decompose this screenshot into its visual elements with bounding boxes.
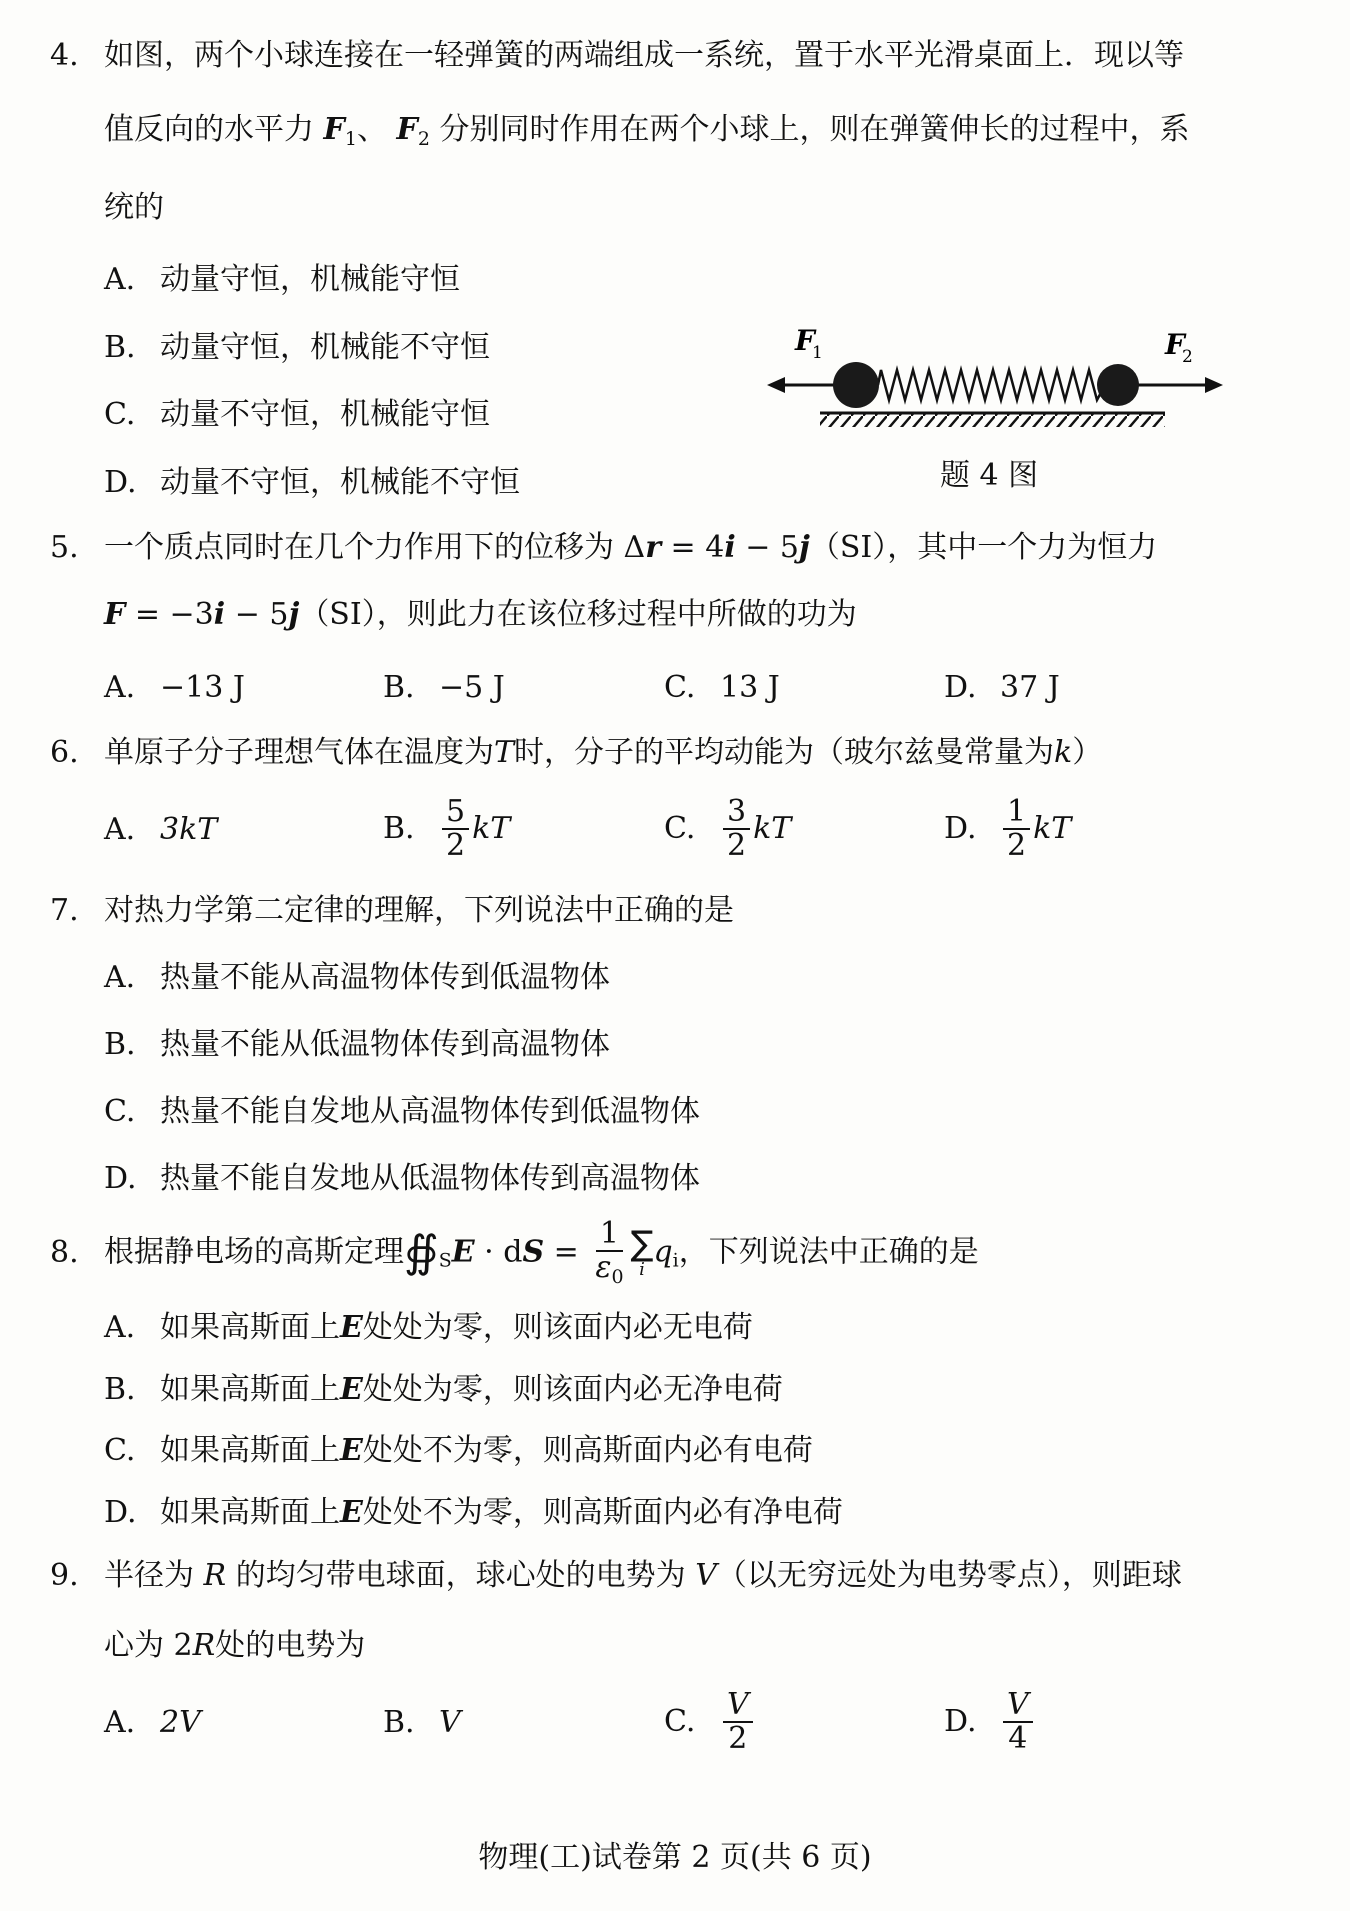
q7-question — [50, 893, 734, 929]
f2-label: F — [1165, 328, 1185, 361]
option-fraction — [442, 796, 469, 861]
q9-option-b[interactable] — [383, 1705, 461, 1740]
option-text: 动量不守恒，机械能守恒 — [160, 397, 490, 432]
fraction-denominator: 2 — [728, 1720, 748, 1756]
option-label: A. — [104, 670, 136, 705]
q4-f2-sub: 2 — [417, 128, 430, 150]
option-e-field: E — [340, 1372, 363, 1407]
q5-text-2c: （SI），则此力在该位移过程中所做的功为 — [299, 597, 857, 632]
option-text: 37 J — [1000, 670, 1060, 705]
q9-option-d[interactable] — [944, 1689, 1036, 1754]
option-e-field: E — [340, 1495, 363, 1530]
q5-text-1b: = 4 — [661, 530, 725, 565]
q5-j-vector-2: j — [288, 597, 300, 632]
q4-option-b[interactable] — [104, 330, 490, 366]
option-text-a: 如果高斯面上 — [160, 1495, 340, 1530]
q4-option-a[interactable] — [104, 262, 460, 298]
option-label: D. — [944, 670, 977, 705]
q9-potential-symbol: V — [695, 1558, 717, 1593]
q9-text-2a: 心为 2 — [104, 1628, 193, 1663]
integral-subscript: S — [438, 1249, 452, 1272]
epsilon-symbol: ε — [595, 1249, 612, 1285]
epsilon-subscript: 0 — [611, 1265, 624, 1288]
q5-option-d[interactable] — [944, 670, 1060, 705]
q8-option-b[interactable] — [104, 1372, 783, 1408]
f1-label-sub: 1 — [812, 343, 823, 363]
option-text: 13 J — [720, 670, 780, 705]
q8-option-d[interactable] — [104, 1495, 843, 1531]
q4-text-1: 如图，两个小球连接在一轻弹簧的两端组成一系统，置于水平光滑桌面上．现以等 — [104, 38, 1184, 73]
q6-option-d[interactable] — [944, 796, 1071, 861]
q6-k-symbol: k — [1054, 735, 1073, 770]
q8-question — [50, 1218, 979, 1287]
q7-number: 7. — [50, 893, 79, 928]
q6-option-c[interactable] — [664, 796, 791, 861]
q9-option-c[interactable] — [664, 1689, 756, 1754]
q4-line2 — [104, 112, 1189, 151]
q8-sum — [630, 1223, 654, 1280]
q4-f1-symbol: F — [323, 112, 345, 147]
q4-text-2b: 分别同时作用在两个小球上，则在弹簧伸长的过程中，系 — [439, 112, 1190, 147]
q5-text-1c: − 5 — [735, 530, 800, 565]
option-label: C. — [104, 397, 136, 432]
q5-text-1d: （SI），其中一个力为恒力 — [809, 530, 1158, 565]
option-label: D. — [104, 1161, 137, 1196]
q7-option-c[interactable] — [104, 1094, 700, 1130]
fraction-denominator: 2 — [1007, 827, 1027, 863]
q5-text-1a: 一个质点同时在几个力作用下的位移为 Δ — [104, 530, 646, 565]
f2-label-sub: 2 — [1182, 347, 1193, 367]
q4-option-c[interactable] — [104, 397, 490, 433]
option-fraction — [1003, 1689, 1033, 1754]
option-fraction — [1003, 796, 1030, 861]
q4-figure-caption: 题 4 图 — [940, 458, 1039, 493]
option-label: B. — [104, 1027, 136, 1062]
sum-symbol: ∑ — [630, 1223, 654, 1264]
option-text: 热量不能从高温物体传到低温物体 — [160, 960, 610, 995]
option-text-a: 如果高斯面上 — [160, 1433, 340, 1468]
option-text-a: 如果高斯面上 — [160, 1372, 340, 1407]
option-label: C. — [664, 1704, 696, 1739]
q6-question — [50, 735, 1102, 771]
q8-text-a: 根据静电场的高斯定理 — [104, 1234, 404, 1270]
option-e-field: E — [340, 1433, 363, 1468]
q5-option-a[interactable] — [104, 670, 245, 705]
option-text-b: 处处不为零，则高斯面内必有电荷 — [362, 1433, 813, 1468]
option-label: A. — [104, 812, 136, 847]
q5-option-b[interactable] — [383, 670, 505, 705]
option-label: C. — [664, 670, 696, 705]
option-text: −13 J — [160, 670, 245, 705]
q6-text-b: 时，分子的平均动能为（玻尔兹曼常量为 — [514, 735, 1055, 770]
q4-line3: 统的 — [104, 190, 164, 225]
q5-option-c[interactable] — [664, 670, 780, 705]
fraction-numerator: 3 — [723, 796, 750, 830]
q8-option-c[interactable] — [104, 1433, 813, 1469]
q8-number: 8. — [50, 1234, 79, 1270]
fraction-denominator: 2 — [727, 827, 747, 863]
option-e-field: E — [340, 1310, 363, 1345]
q5-text-2a: = −3 — [125, 597, 214, 632]
q5-line2 — [104, 597, 857, 633]
q7-option-a[interactable] — [104, 960, 610, 996]
q4-line1 — [50, 38, 1184, 74]
option-label: A. — [104, 262, 136, 297]
surface-integral-symbol: ∯ — [404, 1226, 439, 1278]
q4-text-2a: 值反向的水平力 — [104, 112, 314, 147]
option-expr: 3kT — [160, 812, 218, 847]
q6-text-a: 单原子分子理想气体在温度为 — [104, 735, 494, 770]
f1-arrowhead — [767, 377, 785, 393]
option-label: B. — [383, 670, 415, 705]
q8-equals: = — [544, 1234, 589, 1270]
q5-i-vector-2: i — [213, 597, 226, 632]
option-label: B. — [383, 1705, 415, 1740]
option-suffix: kT — [753, 811, 792, 846]
option-label: D. — [944, 811, 977, 846]
option-fraction — [723, 796, 750, 861]
q6-number: 6. — [50, 735, 79, 770]
q9-radius-symbol-2: R — [192, 1628, 216, 1663]
q4-f2-symbol: F — [396, 112, 418, 147]
ground-hatch — [820, 413, 1165, 427]
fraction-numerator: 5 — [442, 796, 469, 830]
q7-option-b[interactable] — [104, 1027, 610, 1063]
q9-line2 — [104, 1628, 365, 1664]
option-text: 动量守恒，机械能不守恒 — [160, 330, 490, 365]
f2-arrowhead — [1205, 377, 1223, 393]
option-label: D. — [104, 1495, 137, 1530]
q8-charge: q — [653, 1234, 673, 1270]
q9-text-2b: 处的电势为 — [215, 1628, 366, 1663]
q5-i-vector: i — [724, 530, 736, 565]
option-text: 动量守恒，机械能守恒 — [160, 262, 460, 297]
q5-line1 — [50, 530, 1157, 566]
q5-number: 5. — [50, 530, 79, 565]
sum-index: i — [639, 1258, 645, 1280]
option-suffix: kT — [472, 811, 511, 846]
option-fraction — [723, 1689, 753, 1754]
q7-text: 对热力学第二定律的理解，下列说法中正确的是 — [104, 893, 734, 928]
option-label: A. — [104, 1705, 136, 1740]
q8-charge-sub: i — [672, 1249, 679, 1272]
option-expr: 2V — [160, 1705, 201, 1740]
q9-radius-symbol: R — [203, 1558, 227, 1593]
q4-figure — [755, 318, 1235, 438]
q8-option-a[interactable] — [104, 1310, 753, 1346]
option-label: C. — [664, 811, 696, 846]
q9-option-a[interactable] — [104, 1705, 201, 1740]
option-label: D. — [944, 1704, 977, 1739]
option-text: −5 J — [439, 670, 505, 705]
option-label: C. — [104, 1094, 136, 1129]
option-label: D. — [104, 465, 137, 500]
q9-text-1c: （以无穷远处为电势零点），则距球 — [716, 1558, 1182, 1593]
fraction-numerator: V — [723, 1689, 753, 1723]
q5-text-2b: − 5 — [225, 597, 289, 632]
fraction-denominator: 2 — [446, 827, 466, 863]
option-label: A. — [104, 1310, 136, 1345]
q9-text-1b: 的均匀带电球面，球心处的电势为 — [235, 1558, 686, 1593]
q9-number: 9. — [50, 1558, 79, 1593]
option-text-a: 如果高斯面上 — [160, 1310, 340, 1345]
left-ball — [833, 362, 879, 408]
option-label: A. — [104, 960, 136, 995]
q8-fraction — [591, 1218, 627, 1287]
q4-sep: 、 — [356, 112, 387, 147]
q6-option-b[interactable] — [383, 796, 510, 861]
q8-dot: · d — [474, 1234, 523, 1270]
q5-force-vector: F — [104, 597, 126, 632]
page-footer: 物理(工)试卷第 2 页(共 6 页) — [478, 1840, 872, 1875]
q7-option-d[interactable] — [104, 1161, 700, 1197]
option-text-b: 处处为零，则该面内必无净电荷 — [362, 1372, 783, 1407]
q6-text-c: ） — [1072, 735, 1103, 770]
option-expr: V — [439, 1705, 461, 1740]
fraction-numerator: 1 — [596, 1218, 623, 1252]
option-label: B. — [104, 330, 136, 365]
q4-option-d[interactable] — [104, 465, 520, 501]
option-text: 热量不能自发地从低温物体传到高温物体 — [160, 1161, 700, 1196]
fraction-denominator — [591, 1249, 627, 1288]
option-text-b: 处处为零，则该面内必无电荷 — [362, 1310, 753, 1345]
f1-label: F — [795, 324, 815, 357]
q9-line1 — [50, 1558, 1182, 1594]
q8-text-b: ，下列说法中正确的是 — [678, 1234, 979, 1270]
q5-r-vector: r — [645, 530, 662, 565]
q4-number: 4. — [50, 38, 79, 73]
right-ball — [1097, 364, 1139, 406]
spring — [878, 370, 1105, 400]
fraction-denominator: 4 — [1008, 1720, 1028, 1756]
option-label: B. — [104, 1372, 136, 1407]
q8-area-vector: S — [522, 1234, 545, 1270]
option-text: 热量不能从低温物体传到高温物体 — [160, 1027, 610, 1062]
option-text-b: 处处不为零，则高斯面内必有净电荷 — [362, 1495, 843, 1530]
q6-option-a[interactable] — [104, 812, 217, 847]
q8-e-field: E — [451, 1234, 475, 1270]
q9-text-1a: 半径为 — [104, 1558, 194, 1593]
option-text: 热量不能自发地从高温物体传到低温物体 — [160, 1094, 700, 1129]
fraction-numerator: V — [1003, 1689, 1033, 1723]
option-label: C. — [104, 1433, 136, 1468]
option-label: B. — [383, 811, 415, 846]
q4-f1-sub: 1 — [344, 128, 357, 150]
q6-temperature-symbol: T — [494, 735, 515, 770]
q5-j-vector: j — [799, 530, 810, 565]
fraction-numerator: 1 — [1003, 796, 1030, 830]
option-text: 动量不守恒，机械能不守恒 — [160, 465, 520, 500]
option-suffix: kT — [1033, 811, 1072, 846]
